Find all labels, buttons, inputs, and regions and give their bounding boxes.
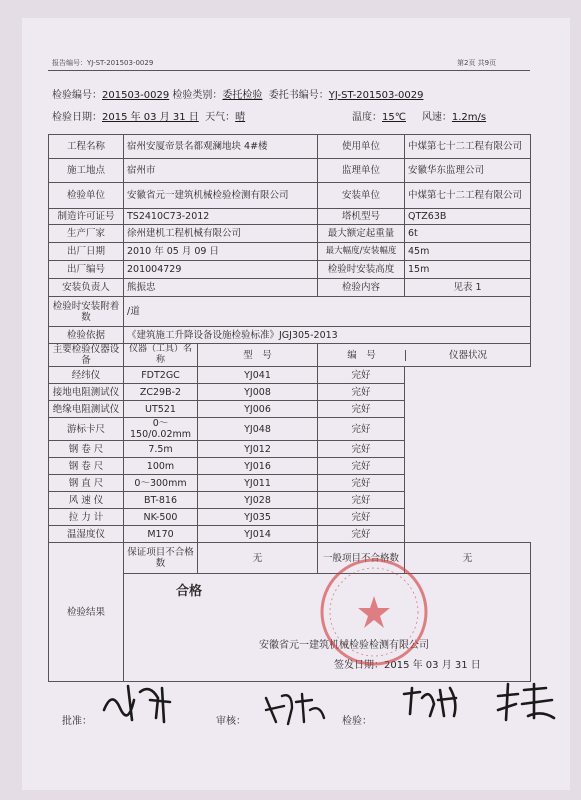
instrument-row xyxy=(49,509,531,526)
attach-label: 检验时安装附着数 xyxy=(49,297,124,327)
instrument-model: FDT2GC xyxy=(124,367,198,384)
instrument-model: UT521 xyxy=(124,401,198,418)
instrument-code: YJ035 xyxy=(198,509,318,526)
weather-label: 天气： xyxy=(205,112,236,123)
instrument-code: YJ016 xyxy=(198,458,318,475)
header-rule xyxy=(48,70,530,71)
maker-label: 生产厂家 xyxy=(49,225,124,243)
instrument-name: 拉 力 计 xyxy=(49,509,124,526)
instrument-status: 完好 xyxy=(318,526,405,543)
official-seal xyxy=(318,556,430,668)
page-indicator: 第2页 共9页 xyxy=(457,59,497,67)
instrument-status: 完好 xyxy=(318,492,405,509)
instrument-status: 完好 xyxy=(318,509,405,526)
issuing-org: 安徽省元一建筑机械检验检测有限公司 xyxy=(259,640,429,651)
instrument-row xyxy=(49,458,531,475)
inspector-signature-1 xyxy=(400,682,490,722)
issue-date: 签发日期：2015 年 03 月 31 日 xyxy=(334,660,481,671)
instrument-code: YJ048 xyxy=(198,418,318,441)
instrument-model: 0～300mm xyxy=(124,475,198,492)
instrument-code: YJ028 xyxy=(198,492,318,509)
inspection-date: 2015 年 03 月 31 日 xyxy=(102,112,199,123)
inspect-label: 检验： xyxy=(342,716,372,727)
basis-label: 检验依据 xyxy=(49,327,124,344)
license-label: 制造许可证号 xyxy=(49,209,124,225)
serial-label: 出厂编号 xyxy=(49,261,124,279)
max-load: 6t xyxy=(405,225,531,243)
instrument-name: 绝缘电阻测试仪 xyxy=(49,401,124,418)
instrument-status: 完好 xyxy=(318,441,405,458)
wind-label: 风速： xyxy=(421,112,452,123)
meta-line-2b xyxy=(352,108,486,123)
instrument-row xyxy=(49,441,531,458)
serial-number: 201004729 xyxy=(124,261,318,279)
instrument-model: 0～150/0.02mm xyxy=(124,418,198,441)
instrument-header-name: 仪器（工具）名称 xyxy=(124,344,198,367)
guarantee-count: 无 xyxy=(198,543,318,574)
installer-label: 安装单位 xyxy=(318,183,405,209)
instrument-status: 完好 xyxy=(318,367,405,384)
instrument-status: 完好 xyxy=(318,418,405,441)
inspection-table xyxy=(48,134,531,682)
meta-line-2 xyxy=(52,108,245,123)
instrument-code: YJ012 xyxy=(198,441,318,458)
inspection-type: 委托检验 xyxy=(222,90,263,101)
instrument-status: 完好 xyxy=(318,458,405,475)
weather: 晴 xyxy=(235,112,246,123)
instrument-row xyxy=(49,475,531,492)
instrument-name: 钢 卷 尺 xyxy=(49,441,124,458)
approve-label: 批准： xyxy=(62,716,92,727)
conclusion: 合格 xyxy=(176,584,203,599)
instruments-section-label: 主要检验仪器设备 xyxy=(49,344,124,367)
instrument-code: YJ041 xyxy=(198,367,318,384)
inspection-content: 见表 1 xyxy=(405,279,531,297)
leader-label: 安装负责人 xyxy=(49,279,124,297)
approver-signature xyxy=(98,680,183,725)
instrument-name: 经纬仪 xyxy=(49,367,124,384)
install-leader: 熊振忠 xyxy=(124,279,318,297)
mfg-date-label: 出厂日期 xyxy=(49,243,124,261)
review-label: 审核： xyxy=(216,716,246,727)
meta-line-1 xyxy=(52,86,423,101)
general-count: 无 xyxy=(405,543,531,574)
inspector-label: 检验单位 xyxy=(49,183,124,209)
instrument-model: NK-500 xyxy=(124,509,198,526)
report-number: 报告编号：YJ-ST-201503-0029 xyxy=(52,59,154,67)
model-label: 塔机型号 xyxy=(318,209,405,225)
installer-unit: 中煤第七十二工程有限公司 xyxy=(405,183,531,209)
instrument-header-code: 编 号 xyxy=(318,350,406,361)
general-label: 一般项目不合格数 xyxy=(318,543,405,574)
instrument-model: 7.5m xyxy=(124,441,198,458)
instrument-row xyxy=(49,418,531,441)
instrument-row xyxy=(49,492,531,509)
wind-speed: 1.2m/s xyxy=(451,112,487,123)
inspector-unit: 安徽省元一建筑机械检验检测有限公司 xyxy=(124,183,318,209)
instrument-name: 温湿度仪 xyxy=(49,526,124,543)
manufacturer: 徐州建机工程机械有限公司 xyxy=(124,225,318,243)
reviewer-signature xyxy=(262,688,332,728)
instrument-header-group xyxy=(318,344,531,367)
instrument-code: YJ011 xyxy=(198,475,318,492)
instrument-name: 游标卡尺 xyxy=(49,418,124,441)
instrument-name: 钢 卷 尺 xyxy=(49,458,124,475)
type-label: 检验类别： xyxy=(172,90,223,101)
contract-number: YJ-ST-201503-0029 xyxy=(328,90,424,101)
instrument-status: 完好 xyxy=(318,384,405,401)
inspection-no: 201503-0029 xyxy=(102,90,170,101)
temperature: 15℃ xyxy=(382,112,406,123)
user-label: 使用单位 xyxy=(318,135,405,159)
instrument-status: 完好 xyxy=(318,475,405,492)
install-height: 15m xyxy=(405,261,531,279)
instrument-name: 接地电阻测试仪 xyxy=(49,384,124,401)
instrument-name: 风 速 仪 xyxy=(49,492,124,509)
guarantee-label: 保证项目不合格数 xyxy=(124,543,198,574)
instrument-code: YJ014 xyxy=(198,526,318,543)
height-label: 检验时安装高度 xyxy=(318,261,405,279)
inspection-basis: 《建筑施工升降设备设施检验标准》JGJ305-2013 xyxy=(124,327,531,344)
instrument-model: BT-816 xyxy=(124,492,198,509)
crane-model: QTZ63B xyxy=(405,209,531,225)
temperature-label: 温度： xyxy=(352,112,382,123)
license-number: TS2410C73-2012 xyxy=(124,209,318,225)
inspection-no-label: 检验编号： xyxy=(52,90,102,101)
instrument-name: 钢 直 尺 xyxy=(49,475,124,492)
max-range-label: 最大幅度/安装幅度 xyxy=(318,243,405,261)
instrument-header-status: 仪器状况 xyxy=(448,349,487,361)
site-label: 施工地点 xyxy=(49,159,124,183)
content-label: 检验内容 xyxy=(318,279,405,297)
contract-label: 委托书编号： xyxy=(268,90,329,101)
instrument-row xyxy=(49,384,531,401)
max-load-label: 最大额定起重量 xyxy=(318,225,405,243)
instrument-code: YJ008 xyxy=(198,384,318,401)
site: 宿州市 xyxy=(124,159,318,183)
instrument-model: 100m xyxy=(124,458,198,475)
inspector-signature-2 xyxy=(494,680,564,724)
user-unit: 中煤第七十二工程有限公司 xyxy=(405,135,531,159)
attach-count: /道 xyxy=(124,297,531,327)
instrument-model: M170 xyxy=(124,526,198,543)
project-label: 工程名称 xyxy=(49,135,124,159)
result-label: 检验结果 xyxy=(49,543,124,682)
instrument-row xyxy=(49,367,531,384)
instrument-header-model: 型 号 xyxy=(198,344,318,367)
instrument-row xyxy=(49,526,531,543)
supervisor-label: 监理单位 xyxy=(318,159,405,183)
instrument-code: YJ006 xyxy=(198,401,318,418)
instrument-row xyxy=(49,401,531,418)
mfg-date: 2010 年 05 月 09 日 xyxy=(124,243,318,261)
instrument-model: ZC29B-2 xyxy=(124,384,198,401)
instrument-status: 完好 xyxy=(318,401,405,418)
date-label: 检验日期： xyxy=(52,112,102,123)
project-name: 宿州安厦帝景名都观澜地块 4#楼 xyxy=(124,135,318,159)
max-range: 45m xyxy=(405,243,531,261)
supervisor-unit: 安徽华东监理公司 xyxy=(405,159,531,183)
